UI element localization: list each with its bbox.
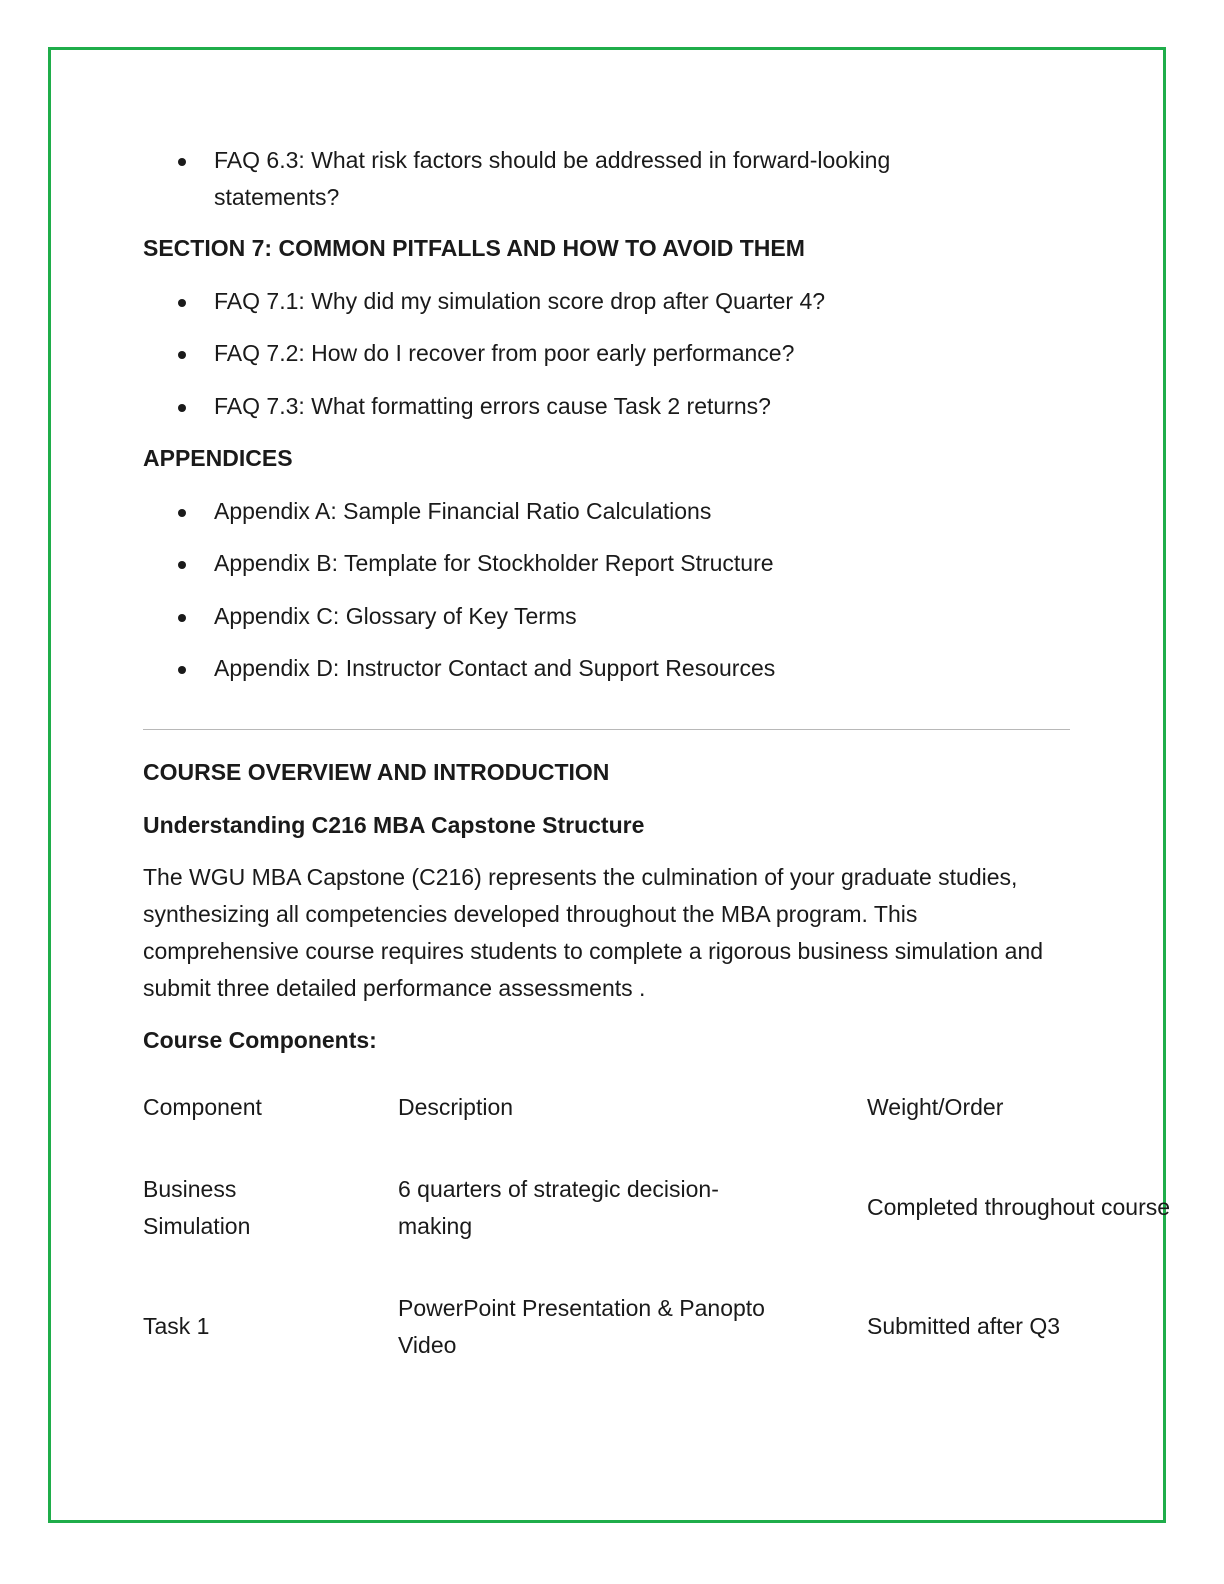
list-item-faq-6-3: FAQ 6.3: What risk factors should be addressed in forward-looking statements? — [214, 147, 891, 210]
bullet-dot — [178, 158, 186, 166]
structure-subheading: Understanding C216 MBA Capstone Structure — [143, 812, 645, 838]
bullet-dot — [178, 561, 186, 569]
table-cell-description: PowerPoint Presentation & Panopto Video — [398, 1295, 765, 1358]
course-components-label: Course Components: — [143, 1027, 377, 1053]
bullet-dot — [178, 404, 186, 412]
overview-paragraph: The WGU MBA Capstone (C216) represents the culmination of your graduate studies, synthesizing all competencies developed throughout the MBA program. This comprehensive course requires students to complete a rigorous business simulation and submit three detailed performance assessments . — [143, 864, 1044, 1001]
list-item-appendix-b: Appendix B: Template for Stockholder Report Structure — [214, 550, 774, 576]
table-cell-weight-order: Submitted after Q3 — [867, 1313, 1061, 1339]
bullet-dot — [178, 614, 186, 622]
list-item-faq-7-3: FAQ 7.3: What formatting errors cause Task 2 returns? — [214, 393, 771, 419]
table-cell-weight-order: Completed throughout course — [867, 1194, 1171, 1220]
bullet-dot — [178, 666, 186, 674]
table-cell-component: Task 1 — [143, 1313, 210, 1339]
list-item-faq-7-1: FAQ 7.1: Why did my simulation score drop after Quarter 4? — [214, 288, 826, 314]
course-overview-heading: COURSE OVERVIEW AND INTRODUCTION — [143, 759, 610, 785]
table-header-component: Component — [143, 1094, 262, 1120]
table-cell-component: Business Simulation — [143, 1176, 251, 1239]
bullet-dot — [178, 509, 186, 517]
list-item-appendix-c: Appendix C: Glossary of Key Terms — [214, 603, 577, 629]
list-item-faq-7-2: FAQ 7.2: How do I recover from poor early performance? — [214, 340, 795, 366]
bullet-dot — [178, 351, 186, 359]
list-item-appendix-d: Appendix D: Instructor Contact and Support Resources — [214, 655, 776, 681]
bullet-dot — [178, 299, 186, 307]
list-item-appendix-a: Appendix A: Sample Financial Ratio Calculations — [214, 498, 712, 524]
table-header-weight-order: Weight/Order — [867, 1094, 1004, 1120]
table-header-description: Description — [398, 1094, 514, 1120]
appendices-heading: APPENDICES — [143, 445, 293, 471]
document-content — [143, 0, 1224, 1584]
section-7-heading: SECTION 7: COMMON PITFALLS AND HOW TO AVOID THEM — [143, 235, 805, 261]
table-cell-description: 6 quarters of strategic decision-making — [398, 1176, 719, 1239]
section-divider — [143, 729, 1070, 730]
